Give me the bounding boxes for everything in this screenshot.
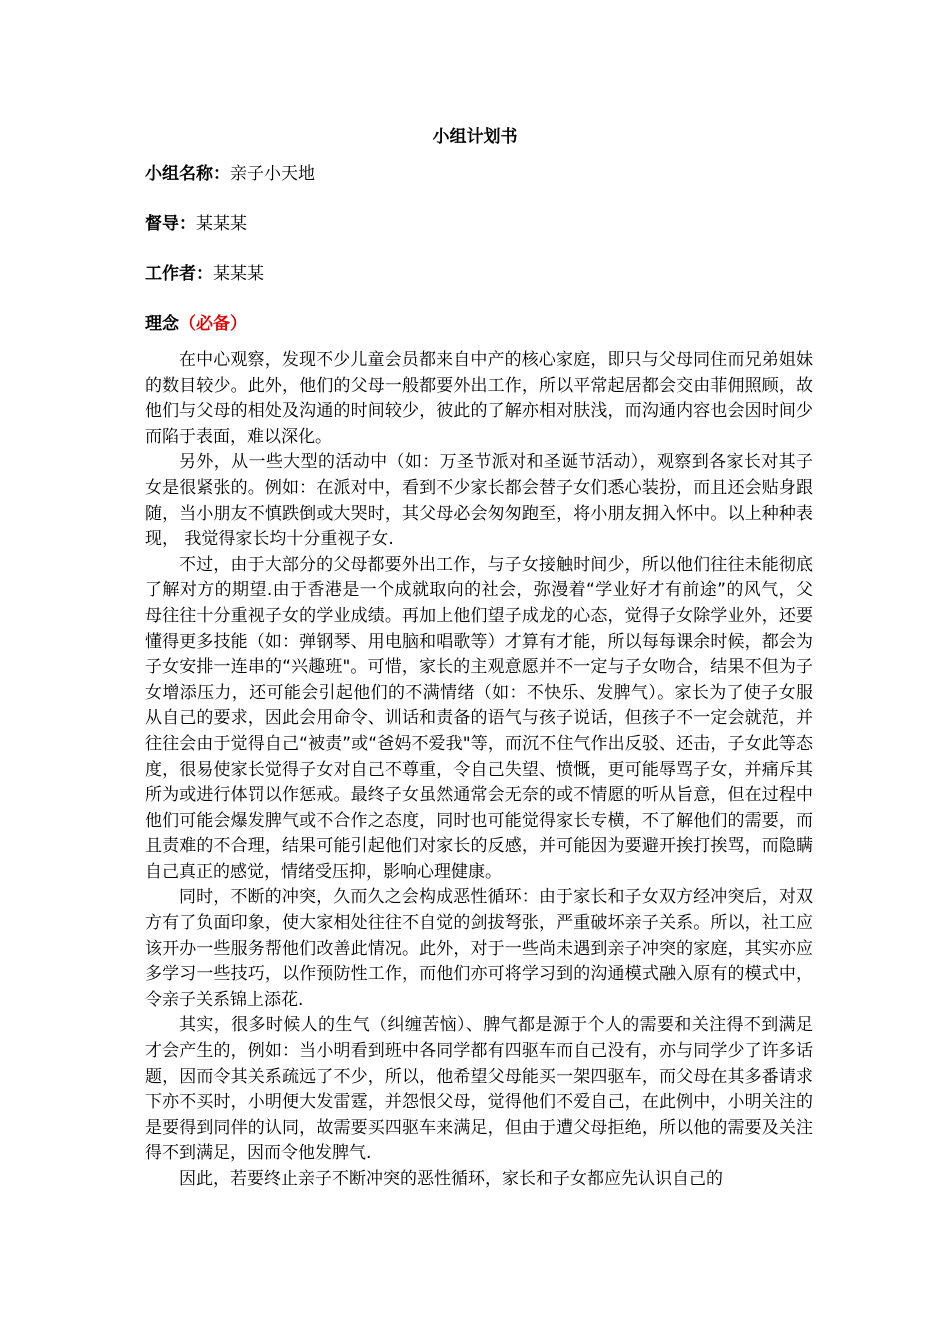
group-name-label: 小组名称： (145, 164, 230, 184)
document-title: 小组计划书 (432, 127, 518, 147)
paragraph: 因此，若要终止亲子不断冲突的恶性循环，家长和子女都应先认识自己的 (179, 1169, 723, 1189)
paragraph: 其实，很多时候人的生气（纠缠苦恼）、脾气都是源于个人的需要和关注得不到满足才会产生的，例如：当小明看到班中各同学都有四驱车而自己没有，亦与同学少了许多话题，因而令其关系疏远了不少，所以，他希望父母能买一架四驱车，而父母在其多番请求下亦不买时，小明便大发雷霆，并怨恨父母，觉得他们不爱自己，在此例中，小明关注的是要得到同伴的认同，故需要买四驱车来满足，但由于遭父母拒绝，所以他的需要及关注得不到满足，因而令他发脾气. (145, 1015, 813, 1164)
paragraph: 另外，从一些大型的活动中（如：万圣节派对和圣诞节活动），观察到各家长对其子女是很紧张的。例如：在派对中，看到不少家长都会替子女们悉心装扮，而且还会贴身跟随，当小朋友不慎跌倒或大哭时，其父母必会匆匆跑至，将小朋友拥入怀中。以上种种表现， 我觉得家长均十分重视子女. (145, 452, 813, 550)
worker-label: 工作者： (145, 264, 213, 284)
section-heading-note: （必备） (179, 314, 247, 334)
paragraph: 不过，由于大部分的父母都要外出工作，与子女接触时间少，所以他们往往未能彻底了解对方的期望.由于香港是一个成就取向的社会，弥漫着“学业好才有前途”的风气，父母往往十分重视子女的学业成绩。再加上他们望子成龙的心态，觉得子女除学业外，还要懂得更多技能（如：弹钢琴、用电脑和唱歌等）才算有才能，所以每每课余时候，都会为子女安排一连串的“兴趣班"。可惜，家长的主观意愿并不一定与子女吻合，结果不但为子女增添压力，还可能会引起他们的不满情绪（如：不快乐、发脾气）。家长为了使子女服从自己的要求，因此会用命令、训话和责备的语气与孩子说话，但孩子不一定会就范，并往往会由于觉得自己“被责”或“爸妈不爱我"等，而沉不住气作出反驳、还击，子女此等态度，很易使家长觉得子女对自己不尊重，令自己失望、愤慨，更可能辱骂子女，并痛斥其所为或进行体罚以作惩戒。最终子女虽然通常会无奈的或不情愿的听从旨意，但在过程中他们可能会爆发脾气或不合作之态度，同时也可能觉得家长专横，不了解他们的需要，而且责难的不合理，结果可能引起他们对家长的反感，并可能因为要避开挨打挨骂，而隐瞒自己真正的感觉，情绪受压抑，影响心理健康。 (145, 554, 813, 882)
worker-row (145, 263, 264, 285)
section-heading-text: 理念 (145, 314, 179, 334)
worker-value: 某某某 (213, 264, 264, 284)
section-heading (145, 313, 247, 335)
paragraph: 在中心观察，发现不少儿童会员都来自中产的核心家庭，即只与父母同住而兄弟姐妹的数目较少。此外，他们的父母一般都要外出工作，所以平常起居都会交由菲佣照顾，故他们与父母的相处及沟通的时间较少，彼此的了解亦相对肤浅，而沟通内容也会因时间少而陷于表面，难以深化。 (145, 350, 813, 447)
paragraph: 同时，不断的冲突，久而久之会构成恶性循环：由于家长和子女双方经冲突后，对双方有了负面印象，使大家相处往往不自觉的剑拔弩张，严重破坏亲子关系。所以，社工应该开办一些服务帮他们改善此情况。此外，对于一些尚未遇到亲子冲突的家庭，其实亦应多学习一些技巧，以作预防性工作，而他们亦可将学习到的沟通模式融入原有的模式中，令亲子关系锦上添花. (145, 887, 813, 1010)
group-name-value: 亲子小天地 (230, 164, 315, 184)
group-name-row (145, 163, 315, 185)
section-body (145, 348, 813, 1193)
supervisor-row (145, 213, 247, 235)
supervisor-value: 某某某 (196, 214, 247, 234)
supervisor-label: 督导： (145, 214, 196, 234)
